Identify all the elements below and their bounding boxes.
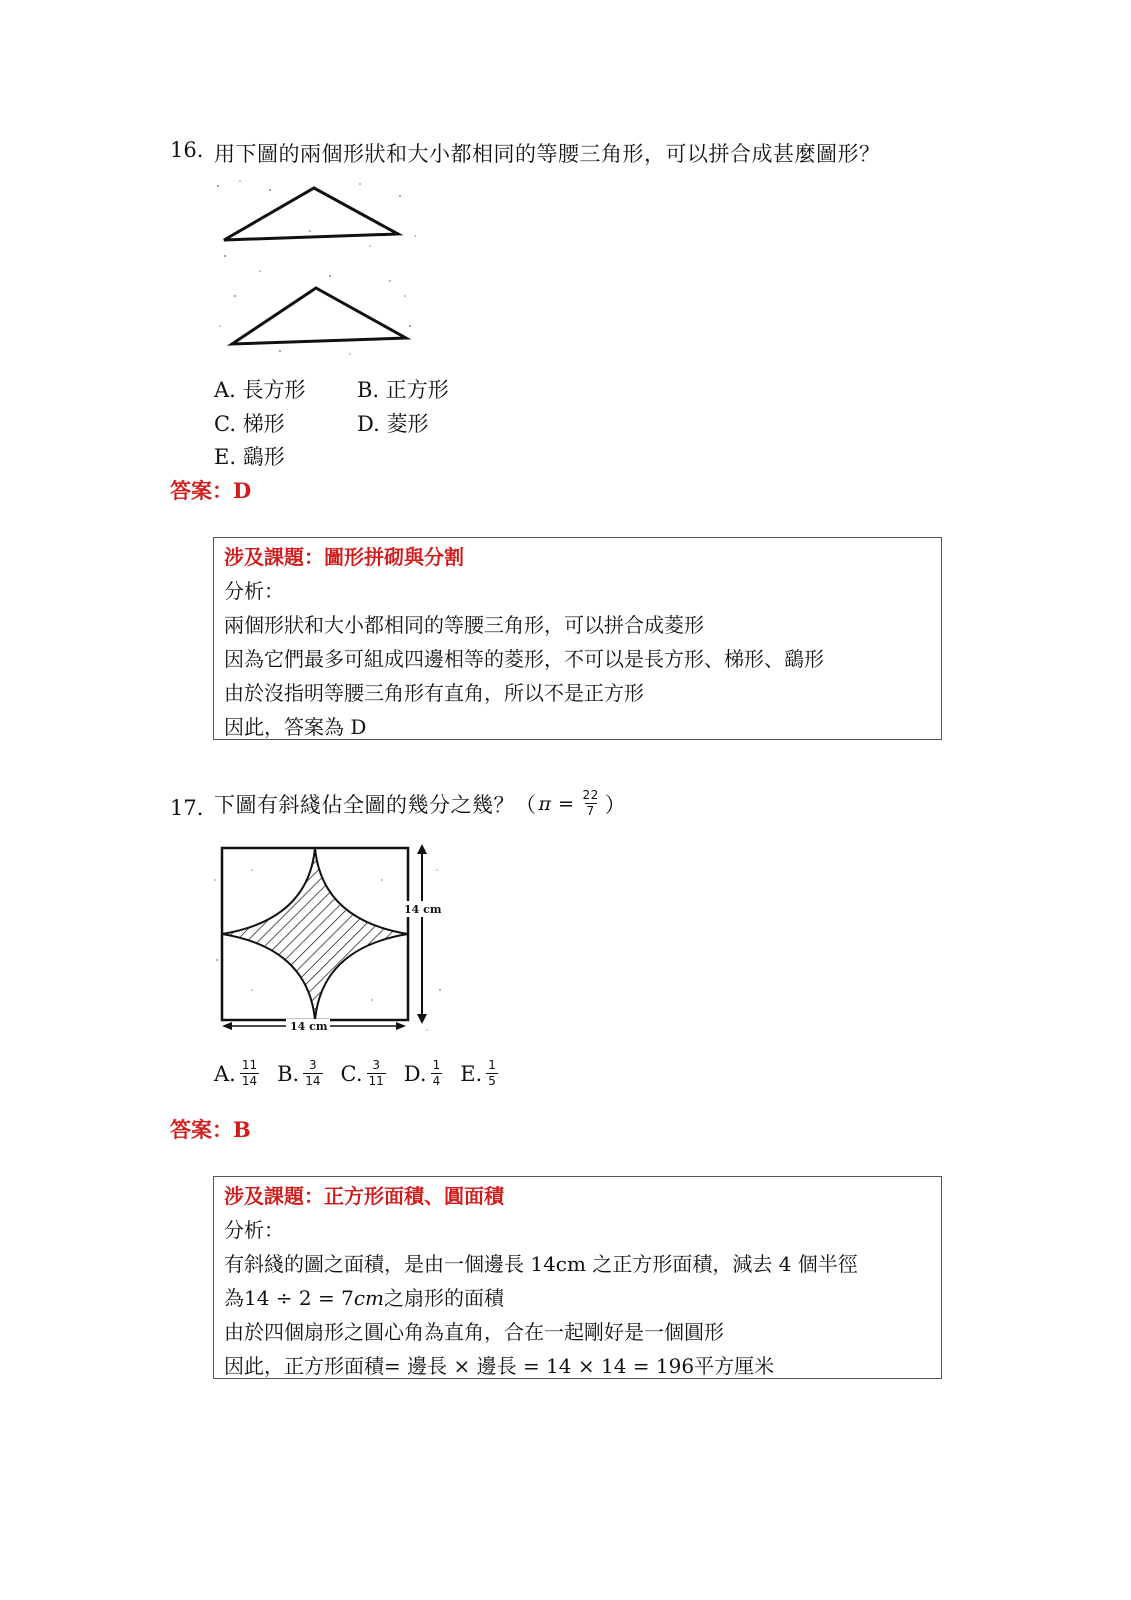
q16-option-a: A. 長方形 (214, 378, 306, 402)
two-isosceles-triangles-figure (210, 176, 422, 358)
figure-noise (217, 180, 416, 355)
pi-label: π = (538, 792, 575, 815)
q16-analysis-line: 分析： (224, 579, 284, 603)
arrow-left-icon (222, 1022, 232, 1030)
triangle-bottom (232, 288, 406, 344)
q16-answer: 答案：D (170, 478, 252, 503)
q16-option-b: B. 正方形 (357, 378, 449, 402)
q17-analysis-line: 因此，正方形面積= 邊長 × 邊長 = 14 × 14 = 196平方厘米 (224, 1354, 775, 1378)
q17-answer: 答案：B (170, 1117, 251, 1142)
question-16-number: 16. (170, 138, 204, 162)
q17-option-d-label: D. (403, 1061, 427, 1086)
pi-fraction: $\frac{22}{7}$ (582, 788, 599, 818)
arrow-down-icon (417, 1014, 427, 1024)
q17-option-c-label: C. (340, 1061, 363, 1086)
question-17-text: 下圖有斜綫佔全圖的幾分之幾？（ π = $\frac{22}{7}$ ） (214, 788, 627, 818)
q16-topic: 涉及課題：圖形拼砌與分割 (224, 545, 464, 569)
q16-analysis-line: 因為它們最多可組成四邊相等的菱形，不可以是長方形、梯形、鷂形 (224, 647, 824, 671)
q17-options (214, 1058, 502, 1089)
q17-analysis-line: 分析： (224, 1218, 284, 1242)
shaded-star-region (222, 848, 408, 1020)
bottom-length-label: 14 cm (290, 1020, 328, 1033)
q17-option-e-fraction: $\frac{1}{5}$ (488, 1058, 496, 1088)
side-length-label: 14 cm (404, 903, 442, 916)
q17-option-e-label: E. (460, 1061, 483, 1086)
q17-analysis-box (213, 1176, 942, 1379)
q17-option-a-label: A. (214, 1061, 236, 1086)
q16-option-d: D. 菱形 (357, 412, 429, 436)
q16-analysis-line: 兩個形狀和大小都相同的等腰三角形，可以拼合成菱形 (224, 613, 704, 637)
q16-analysis-line: 由於沒指明等腰三角形有直角，所以不是正方形 (224, 681, 644, 705)
q16-option-e: E. 鷂形 (214, 445, 285, 469)
triangle-top (224, 188, 398, 240)
q17-analysis-line: 為14 ÷ 2 = 7cm之扇形的面積 (224, 1286, 505, 1310)
q17-analysis-line: 由於四個扇形之圓心角為直角，合在一起剛好是一個圓形 (224, 1320, 724, 1344)
q17-option-b-label: B. (277, 1061, 300, 1086)
q17-option-c-fraction: $\frac{3}{11}$ (368, 1058, 384, 1088)
q16-analysis-line: 因此，答案為 D (224, 715, 367, 739)
question-17-number: 17. (170, 796, 204, 820)
q17-option-b-fraction: $\frac{3}{14}$ (305, 1058, 321, 1088)
square-with-shaded-star-figure (212, 840, 444, 1038)
question-16-text: 用下圖的兩個形狀和大小都相同的等腰三角形，可以拼合成甚麼圖形？ (214, 142, 881, 166)
q17-option-d-fraction: $\frac{1}{4}$ (432, 1058, 441, 1088)
arrow-up-icon (417, 844, 427, 854)
q16-option-c: C. 梯形 (214, 412, 285, 436)
q17-topic: 涉及課題：正方形面積、圓面積 (224, 1184, 504, 1208)
q17-option-a-fraction: $\frac{11}{14}$ (241, 1058, 258, 1088)
arrow-right-icon (396, 1022, 406, 1030)
q17-analysis-line: 有斜綫的圖之面積，是由一個邊長 14cm 之正方形面積，減去 4 個半徑 (224, 1252, 858, 1276)
q16-analysis-box (213, 537, 942, 740)
